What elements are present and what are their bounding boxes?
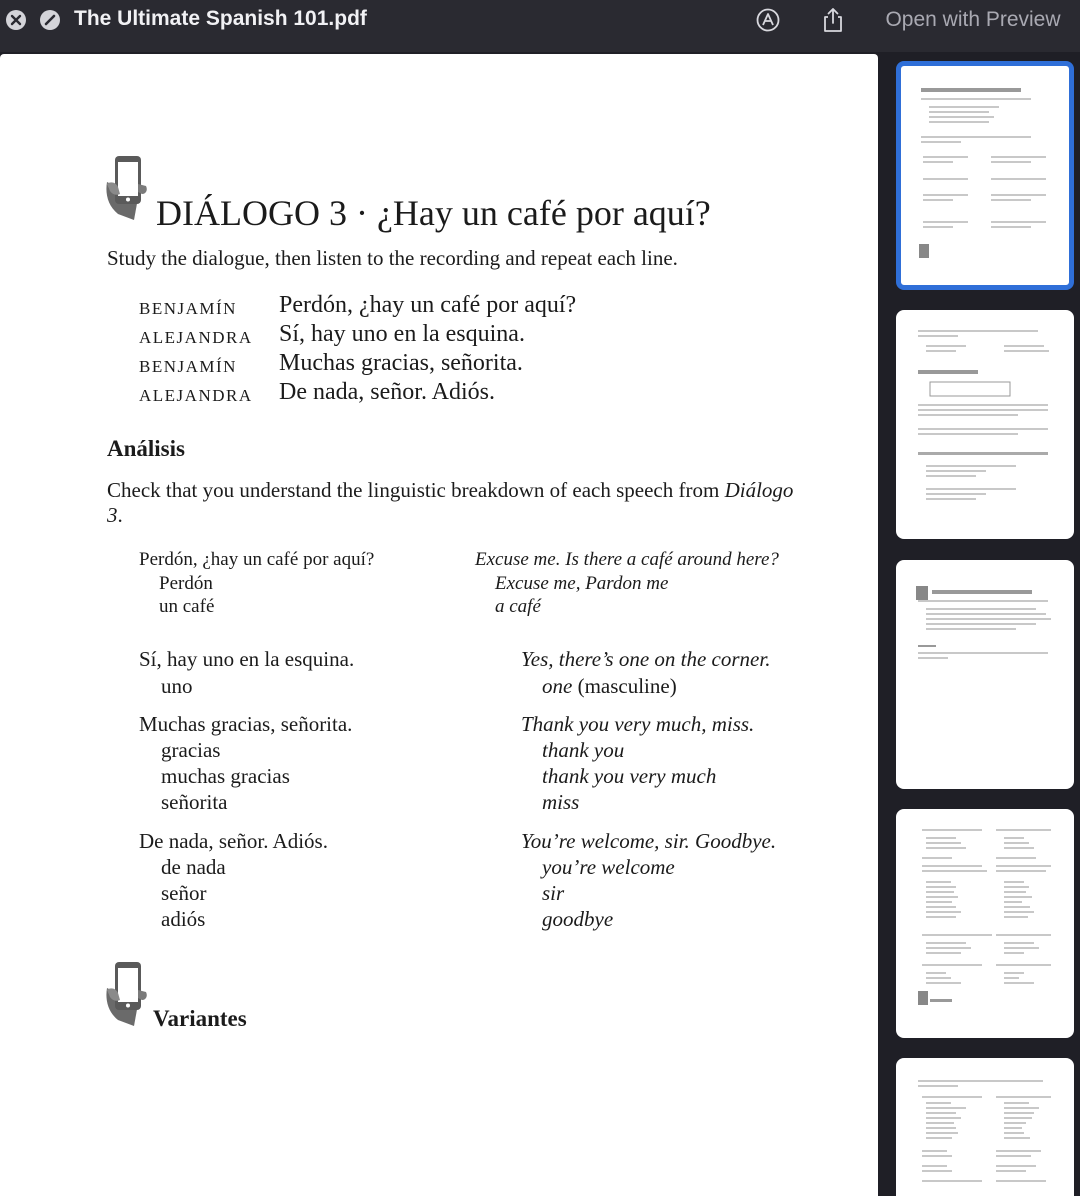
page-thumbnail[interactable] (896, 61, 1074, 290)
analysis-en-line: You’re welcome, sir. Goodbye. (521, 829, 777, 853)
analysis-en-line: Thank you very much, miss. (521, 712, 755, 736)
page-heading: DIÁLOGO 3 · ¿Hay un café por aquí? (156, 193, 711, 233)
analysis-intro-ref: Diálogo 3 (107, 478, 794, 527)
analysis-es-line: gracias (161, 738, 221, 762)
analysis-es-line: Sí, hay uno en la esquina. (139, 647, 355, 671)
analysis-es-line: un café (159, 596, 215, 617)
dialogue-speaker: ALEJANDRA (139, 386, 253, 405)
title-bar (0, 0, 1080, 52)
analysis-en-word: one (542, 674, 573, 698)
analysis-es-line: señorita (161, 790, 228, 814)
thumbnail-page-preview (896, 310, 1074, 539)
analysis-es-line: muchas gracias (161, 764, 290, 788)
analysis-es-line: señor (161, 881, 207, 905)
analysis-intro-end: . (117, 503, 123, 527)
analysis-es-line: Perdón (159, 573, 213, 594)
intro-text: Study the dialogue, then listen to the recording and repeat each line. (107, 246, 678, 270)
analysis-en-line: Excuse me, Pardon me (495, 573, 669, 594)
analysis-en-line: you’re welcome (542, 855, 675, 879)
analysis-en-line (542, 674, 677, 699)
page-thumbnail[interactable] (896, 310, 1074, 539)
analysis-es-line: Perdón, ¿hay un café por aquí? (139, 549, 375, 570)
page-thumbnail[interactable] (896, 809, 1074, 1038)
dialogue-text: Sí, hay uno en la esquina. (279, 321, 525, 347)
dialogue-text: Perdón, ¿hay un café por aquí? (279, 292, 577, 318)
analysis-en-line: Yes, there’s one on the corner. (521, 647, 771, 671)
analysis-en-line: thank you (542, 738, 625, 762)
analysis-en-line: sir (542, 881, 565, 905)
analysis-intro (107, 478, 807, 528)
dialogue-text: De nada, señor. Adiós. (279, 379, 495, 405)
analysis-title: Análisis (107, 436, 185, 461)
close-icon[interactable] (6, 10, 26, 30)
dialogue-speaker: BENJAMÍN (139, 357, 237, 376)
analysis-es-line: de nada (161, 855, 226, 879)
analysis-en-line: Excuse me. Is there a café around here? (475, 549, 779, 570)
analysis-es-line: adiós (161, 907, 206, 931)
phone-icon (104, 960, 152, 1033)
thumbnail-page-preview (896, 809, 1074, 1038)
analysis-es-line: uno (161, 674, 193, 698)
analysis-en-line: thank you very much (542, 764, 717, 788)
dialogue-speaker: ALEJANDRA (139, 328, 253, 347)
page-thumbnail[interactable] (896, 560, 1074, 789)
dialogue-text: Muchas gracias, señorita. (279, 350, 523, 376)
analysis-en-line: miss (542, 790, 580, 814)
analysis-en-line: goodbye (542, 907, 614, 931)
analysis-es-line: Muchas gracias, señorita. (139, 712, 353, 736)
variantes-title: Variantes (153, 1006, 247, 1031)
analysis-en-line: a café (495, 596, 541, 617)
window-title: The Ultimate Spanish 101.pdf (74, 7, 367, 30)
pdf-page (0, 54, 878, 1196)
thumbnail-page-preview (896, 1058, 1074, 1196)
thumbnail-page-preview (901, 66, 1069, 285)
phone-icon (104, 154, 152, 227)
thumbnail-page-preview (896, 560, 1074, 789)
markup-icon[interactable] (754, 6, 782, 34)
minimize-icon[interactable] (40, 10, 60, 30)
page-thumbnail[interactable] (896, 1058, 1074, 1196)
dialogue-speaker: BENJAMÍN (139, 299, 237, 318)
open-with-preview-button[interactable]: Open with Preview (885, 8, 1061, 31)
share-icon[interactable] (819, 6, 847, 34)
analysis-en-note: (masculine) (577, 674, 677, 698)
analysis-intro-text: Check that you understand the linguistic breakdown of each speech from (107, 478, 720, 502)
analysis-es-line: De nada, señor. Adiós. (139, 829, 328, 853)
